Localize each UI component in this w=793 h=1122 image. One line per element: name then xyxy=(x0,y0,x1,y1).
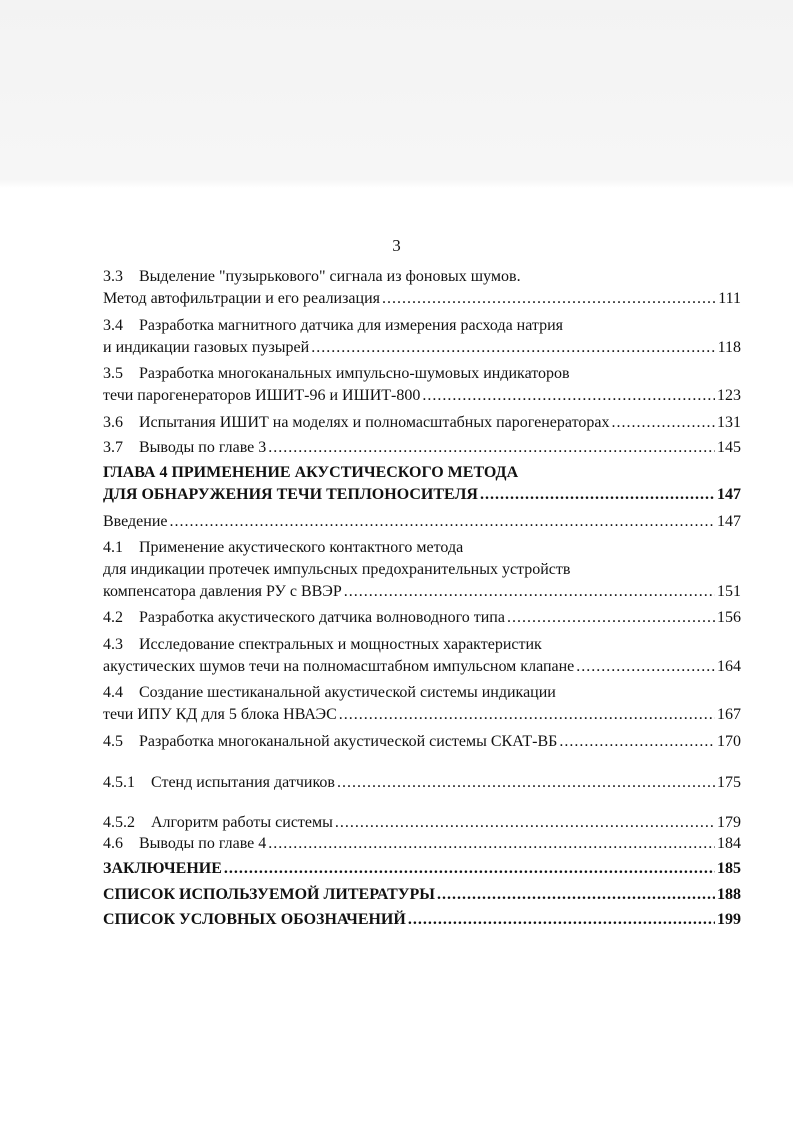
section-number: 3.3 xyxy=(103,268,123,285)
section-number: 3.4 xyxy=(103,317,123,334)
entry-title-line-1: Разработка магнитного датчика для измерения расхода натрия xyxy=(139,317,564,334)
toc-entry-3-4[interactable] xyxy=(103,315,741,359)
entry-title: ЗАКЛЮЧЕНИЕ xyxy=(103,860,222,877)
page-ref: 131 xyxy=(717,414,741,431)
entry-title: СПИСОК УСЛОВНЫХ ОБОЗНАЧЕНИЙ xyxy=(103,911,406,928)
page-number: 3 xyxy=(392,236,401,255)
page-ref: 147 xyxy=(717,486,741,503)
section-number: 3.5 xyxy=(103,365,123,382)
toc-entry-4-5-2[interactable] xyxy=(103,812,741,834)
section-number: 3.7 xyxy=(103,439,123,456)
toc-entry-4-5[interactable] xyxy=(103,731,741,753)
toc-entry-4-1[interactable] xyxy=(103,537,741,603)
dot-leader xyxy=(507,607,715,629)
page-ref: 167 xyxy=(717,706,741,723)
toc-entry-4-4[interactable] xyxy=(103,682,741,726)
toc-entry-4-3[interactable] xyxy=(103,634,741,678)
entry-title-line-2: течи ИПУ КД для 5 блока НВАЭС xyxy=(103,706,337,723)
page-ref: 179 xyxy=(717,814,741,831)
dot-leader xyxy=(422,385,715,407)
dot-leader xyxy=(170,511,716,533)
entry-title-line-1: Разработка многоканальных импульсно-шумовых индикаторов xyxy=(139,365,570,382)
dot-leader xyxy=(311,337,715,359)
section-number: 4.2 xyxy=(103,609,123,626)
toc-entry-3-6[interactable] xyxy=(103,412,741,434)
entry-title: Разработка многоканальной акустической системы СКАТ-ВБ xyxy=(139,733,558,750)
section-number: 4.4 xyxy=(103,684,123,701)
entry-title-line-2: Метод автофильтрации и его реализация xyxy=(103,290,381,307)
entry-title: Алгоритм работы системы xyxy=(151,814,333,831)
entry-title: Стенд испытания датчиков xyxy=(151,774,335,791)
section-number: 4.3 xyxy=(103,636,123,653)
dot-leader xyxy=(437,884,715,906)
entry-title: Разработка акустического датчика волноводного типа xyxy=(139,609,505,626)
page-ref: 164 xyxy=(717,658,741,675)
toc-chapter-4[interactable] xyxy=(103,462,741,506)
dot-leader xyxy=(335,812,715,834)
page-ref: 123 xyxy=(717,387,741,404)
toc-entry-4-2[interactable] xyxy=(103,607,741,629)
page-ref: 185 xyxy=(717,860,741,877)
dot-leader xyxy=(224,858,715,880)
toc-entry-4-6[interactable] xyxy=(103,833,741,855)
page-ref: 175 xyxy=(717,774,741,791)
dot-leader xyxy=(337,772,715,794)
page-ref: 199 xyxy=(717,911,741,928)
toc-entry-3-7[interactable] xyxy=(103,437,741,459)
dot-leader xyxy=(268,437,715,459)
section-number: 4.1 xyxy=(103,539,123,556)
page-ref: 151 xyxy=(717,583,741,600)
dot-leader xyxy=(382,288,716,310)
entry-title: Выводы по главе 3 xyxy=(139,439,267,456)
page-ref: 147 xyxy=(717,513,741,530)
entry-title-line-2: для индикации протечек импульсных предохранительных устройств xyxy=(103,561,571,578)
dot-leader xyxy=(559,731,715,753)
dot-leader xyxy=(408,909,715,931)
toc-conclusion[interactable] xyxy=(103,858,741,880)
entry-title-line-3: компенсатора давления РУ с ВВЭР xyxy=(103,583,342,600)
section-number: 4.5.1 xyxy=(103,774,135,791)
toc-abbreviations[interactable] xyxy=(103,909,741,931)
page-ref: 118 xyxy=(717,339,741,356)
entry-title-line-2: акустических шумов течи на полномасштабном импульсном клапане xyxy=(103,658,575,675)
dot-leader xyxy=(268,833,715,855)
section-number: 4.5.2 xyxy=(103,814,135,831)
dot-leader xyxy=(344,581,715,603)
toc-entry-3-5[interactable] xyxy=(103,363,741,407)
toc-entry-4-5-1[interactable] xyxy=(103,772,741,794)
entry-title-line-1: Создание шестиканальной акустической системы индикации xyxy=(139,684,556,701)
page-ref: 145 xyxy=(717,439,741,456)
section-number: 4.5 xyxy=(103,733,123,750)
entry-title-line-1: Применение акустического контактного метода xyxy=(139,539,464,556)
entry-title-line-2: течи парогенераторов ИШИТ-96 и ИШИТ-800 xyxy=(103,387,421,404)
section-number: 3.6 xyxy=(103,414,123,431)
dot-leader xyxy=(611,412,715,434)
chapter-title-line-2: ДЛЯ ОБНАРУЖЕНИЯ ТЕЧИ ТЕПЛОНОСИТЕЛЯ xyxy=(103,486,478,503)
toc-references[interactable] xyxy=(103,884,741,906)
entry-title: СПИСОК ИСПОЛЬЗУЕМОЙ ЛИТЕРАТУРЫ xyxy=(103,886,435,903)
dot-leader xyxy=(339,704,715,726)
entry-title-line-2: и индикации газовых пузырей xyxy=(103,339,310,356)
page-ref: 184 xyxy=(717,835,741,852)
entry-title-line-1: Исследование спектральных и мощностных характеристик xyxy=(139,636,542,653)
chapter-title-line-1: ГЛАВА 4 ПРИМЕНЕНИЕ АКУСТИЧЕСКОГО МЕТОДА xyxy=(103,464,519,481)
entry-title: Введение xyxy=(103,513,168,530)
toc-entry-introduction[interactable] xyxy=(103,511,741,533)
section-number: 4.6 xyxy=(103,835,123,852)
entry-title-line-1: Выделение "пузырькового" сигнала из фоновых шумов. xyxy=(139,268,521,285)
page-ref: 170 xyxy=(717,733,741,750)
page-ref: 188 xyxy=(717,886,741,903)
toc-entry-3-3[interactable] xyxy=(103,266,741,310)
dot-leader xyxy=(480,484,715,506)
dot-leader xyxy=(576,656,715,678)
page-ref: 111 xyxy=(718,290,741,307)
page-ref: 156 xyxy=(717,609,741,626)
entry-title: Выводы по главе 4 xyxy=(139,835,267,852)
entry-title: Испытания ИШИТ на моделях и полномасштабных парогенераторах xyxy=(139,414,610,431)
